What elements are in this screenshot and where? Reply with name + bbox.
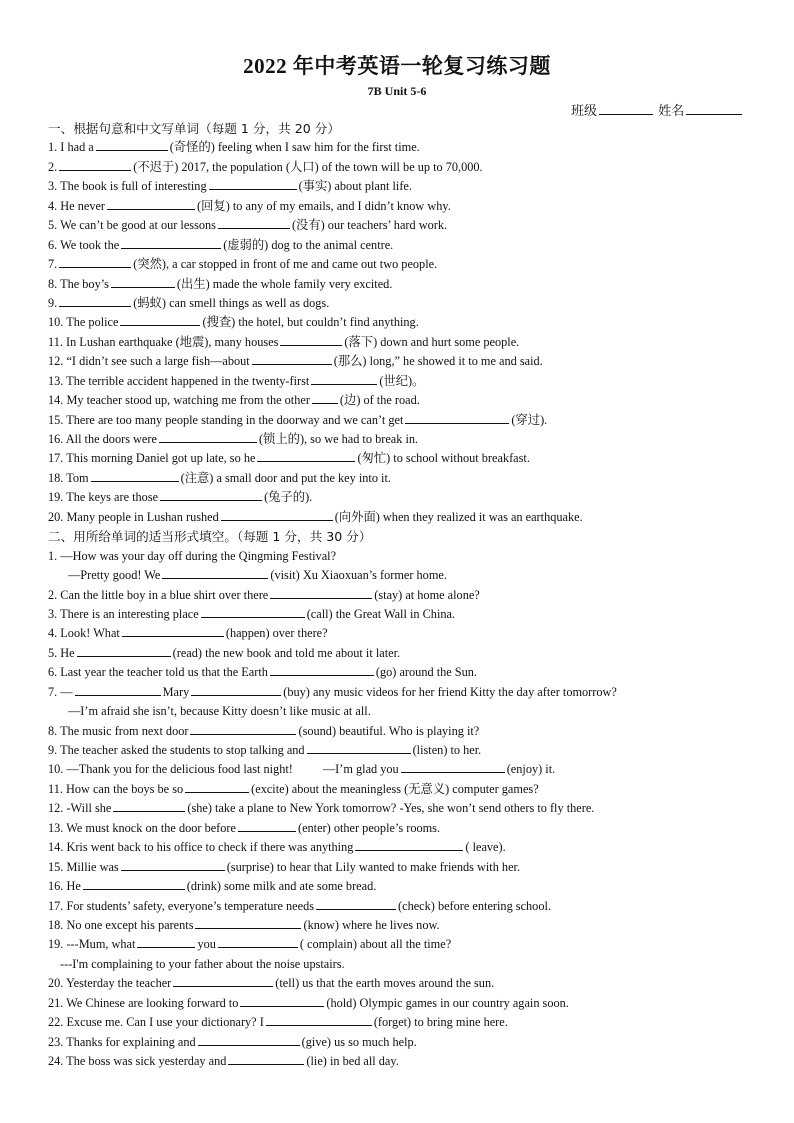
question-line: 10. —Thank you for the delicious food last night! —I’m glad you (enjoy) it. — [48, 762, 556, 777]
question-text: 3. The book is full of interesting — [48, 179, 207, 194]
answer-blank — [405, 411, 509, 424]
question-text: (不迟于) 2017, the population (人口) of the town will be up to 70,000. — [133, 159, 483, 174]
answer-blank — [311, 372, 377, 385]
question-text: (drink) some milk and ate some bread. — [186, 879, 377, 894]
class-name-fields — [571, 100, 744, 119]
class-label: 班级 — [571, 103, 598, 118]
question-text: (tell) us that the earth moves around the sun. — [275, 976, 495, 991]
question-line: —Pretty good! We (visit) Xu Xiaoxuan’s former home. — [68, 568, 447, 583]
question-text: 1. I had a — [48, 140, 94, 155]
question-text: 5. We can’t be good at our lessons — [48, 218, 216, 233]
question-line — [48, 994, 758, 1013]
question-text: 17. This morning Daniel got up late, so he — [48, 451, 256, 466]
question-line — [48, 1033, 758, 1052]
question-text: (向外面) when they realized it was an earthquake. — [334, 509, 583, 524]
question-line — [48, 333, 758, 352]
answer-blank — [121, 236, 221, 249]
question-line: 8. The music from next door (sound) beautiful. Who is playing it? — [48, 723, 480, 738]
question-line — [48, 974, 758, 993]
question-text: 9. — [48, 295, 58, 310]
page-title: 2022 年中考英语一轮复习练习题 — [243, 54, 551, 78]
answer-blank — [162, 566, 268, 579]
question-line — [48, 858, 758, 877]
answer-blank — [195, 916, 301, 929]
question-text: 3. There is an interesting place — [48, 606, 199, 621]
answer-blank — [137, 935, 195, 948]
question-line: 11. How can the boys be so (excite) about the meaningless (无意义) computer games? — [48, 781, 539, 796]
question-line — [48, 391, 758, 410]
question-line — [48, 838, 758, 857]
answer-blank — [77, 644, 171, 657]
question-text: (stay) at home alone? — [374, 587, 480, 602]
question-text: (那么) long,” he showed it to me and said. — [333, 354, 543, 369]
answer-blank — [201, 605, 305, 618]
answer-blank — [191, 683, 281, 696]
question-text: (搜查) the hotel, but couldn’t find anything. — [202, 315, 419, 330]
answer-blank — [190, 722, 296, 735]
question-line — [48, 158, 758, 177]
question-line: 19. ---Mum, what you ( complain) about all the time? — [48, 937, 452, 952]
question-line — [48, 236, 758, 255]
question-text: 4. He never — [48, 198, 106, 213]
question-line: —I’m afraid she isn’t, because Kitty doesn’t like music at all. — [68, 704, 371, 719]
answer-blank — [280, 333, 342, 346]
question-text: 12. “I didn’t see such a large fish—about — [48, 354, 250, 369]
answer-blank — [316, 897, 396, 910]
answer-blank — [113, 799, 185, 812]
question-text: 11. In Lushan earthquake (地震), many houses — [48, 334, 279, 349]
answer-blank — [218, 216, 290, 229]
question-text: 14. My teacher stood up, watching me from the other — [48, 393, 310, 408]
question-text: 7. — [48, 257, 58, 272]
question-text: (注意) a small door and put the key into it. — [180, 470, 391, 485]
question-line — [48, 294, 758, 313]
question-text: (回复) to any of my emails, and I didn’t know why. — [197, 198, 451, 213]
question-text: 20. Yesterday the teacher — [48, 976, 172, 991]
question-line — [48, 275, 758, 294]
question-text: (兔子的). — [264, 490, 313, 505]
question-line — [48, 508, 758, 527]
question-line — [48, 255, 758, 274]
answer-blank — [252, 352, 332, 365]
section-2-questions-c — [48, 974, 758, 1071]
question-text: (happen) over there? — [225, 626, 328, 641]
question-text: 13. The terrible accident happened in the twenty-first — [48, 373, 310, 388]
question-line — [48, 624, 758, 643]
question-line — [48, 449, 758, 468]
answer-blank — [159, 430, 257, 443]
question-text: (穿过). — [511, 412, 548, 427]
question-text: 17. For students’ safety, everyone’s temperature needs — [48, 898, 315, 913]
question-text: 2. Can the little boy in a blue shirt over there — [48, 587, 269, 602]
question-text: 2. — [48, 159, 58, 174]
question-text: 22. Excuse me. Can I use your dictionary? I — [48, 1015, 264, 1030]
answer-blank — [198, 1033, 300, 1046]
question-text: 23. Thanks for explaining and — [48, 1034, 196, 1049]
question-line — [48, 605, 758, 624]
question-text: 15. Millie was — [48, 859, 119, 874]
question-text: 19. The keys are those — [48, 490, 159, 505]
question-line — [48, 197, 758, 216]
question-text: 16. He — [48, 879, 81, 894]
question-line — [48, 430, 758, 449]
answer-blank — [270, 663, 374, 676]
answer-blank — [111, 275, 175, 288]
answer-blank — [238, 819, 296, 832]
question-text: (check) before entering school. — [398, 898, 551, 913]
question-text: 6. Last year the teacher told us that the Earth — [48, 665, 268, 680]
question-line — [48, 177, 758, 196]
answer-blank — [120, 313, 200, 326]
section-2-heading: 二、用所给单词的适当形式填空。（每题 1 分，共 30 分） — [48, 529, 372, 545]
answer-blank — [91, 469, 179, 482]
question-text: (forget) to bring mine here. — [373, 1015, 508, 1030]
question-line — [48, 916, 758, 935]
answer-blank — [59, 294, 131, 307]
question-text: 4. Look! What — [48, 626, 120, 641]
question-text: 10. The police — [48, 315, 119, 330]
question-text: (enter) other people’s rooms. — [297, 820, 441, 835]
answer-blank — [75, 683, 161, 696]
answer-blank — [185, 780, 249, 793]
question-text: 15. There are too many people standing in the doorway and we can’t get — [48, 412, 404, 427]
question-line — [48, 411, 758, 430]
answer-blank — [307, 741, 411, 754]
question-line — [48, 1013, 758, 1032]
name-blank — [686, 102, 742, 115]
answer-blank — [355, 838, 463, 851]
question-line — [48, 644, 758, 663]
question-text: 24. The boss was sick yesterday and — [48, 1054, 227, 1068]
question-line — [48, 372, 758, 391]
answer-blank — [122, 624, 224, 637]
question-text: (突然), a car stopped in front of me and came out two people. — [133, 257, 438, 272]
section-1-questions — [48, 138, 758, 527]
question-text: 14. Kris went back to his office to check if there was anything — [48, 840, 354, 855]
question-line: ---I'm complaining to your father about the noise upstairs. — [60, 956, 345, 971]
question-text: (奇怪的) feeling when I saw him for the first time. — [169, 140, 420, 155]
answer-blank — [59, 255, 131, 268]
answer-blank — [107, 197, 195, 210]
question-text: 13. We must knock on the door before — [48, 820, 236, 835]
question-text: (hold) Olympic games in our country again soon. — [326, 995, 569, 1010]
answer-blank — [257, 449, 355, 462]
answer-blank — [160, 488, 262, 501]
question-line: 1. —How was your day off during the Qingming Festival? — [48, 548, 337, 563]
section-2-questions-b — [48, 819, 758, 936]
question-text: 8. The boy’s — [48, 276, 109, 291]
question-text: (lie) in bed all day. — [306, 1054, 399, 1068]
answer-blank — [240, 994, 324, 1007]
question-text: (虚弱的) dog to the animal centre. — [223, 237, 394, 252]
question-text: (read) the new book and told me about it later. — [172, 645, 401, 660]
answer-blank — [83, 877, 185, 890]
question-line — [48, 1052, 758, 1071]
question-text: (事实) about plant life. — [298, 179, 412, 194]
question-text: (世纪)。 — [379, 373, 425, 388]
question-line: 7. — Mary (buy) any music videos for her friend Kitty the day after tomorrow? — [48, 684, 617, 699]
question-text: (know) where he lives now. — [303, 917, 440, 932]
question-text: (出生) made the whole family very excited. — [176, 276, 393, 291]
question-line — [48, 877, 758, 896]
question-text: (蚂蚁) can smell things as well as dogs. — [133, 295, 330, 310]
question-text: (give) us so much help. — [301, 1034, 417, 1049]
question-text: (锁上的), so we had to break in. — [258, 432, 419, 446]
question-line — [48, 663, 758, 682]
question-line: 9. The teacher asked the students to stop talking and (listen) to her. — [48, 743, 482, 757]
question-text: 6. We took the — [48, 237, 120, 252]
question-text: 21. We Chinese are looking forward to — [48, 995, 239, 1010]
section-1-heading: 一、根据句意和中文写单词（每题 1 分，共 20 分） — [48, 121, 340, 136]
question-text: ( leave). — [465, 840, 506, 855]
answer-blank — [209, 177, 297, 190]
question-line — [48, 819, 758, 838]
question-text: 18. No one except his parents — [48, 917, 194, 932]
answer-blank — [218, 935, 298, 948]
question-line — [48, 313, 758, 332]
class-blank — [599, 102, 653, 115]
question-text: (surprise) to hear that Lily wanted to make friends with her. — [226, 859, 521, 874]
worksheet-body — [48, 119, 758, 1071]
question-line — [48, 586, 758, 605]
question-text: (落下) down and hurt some people. — [344, 334, 520, 349]
question-line — [48, 138, 758, 157]
question-text: 16. All the doors were — [48, 432, 157, 446]
question-text: (没有) our teachers’ hard work. — [291, 218, 448, 233]
answer-blank — [121, 858, 225, 871]
question-text: 20. Many people in Lushan rushed — [48, 509, 219, 524]
question-line — [48, 897, 758, 916]
question-line — [48, 469, 758, 488]
question-line: 12. -Will she (she) take a plane to New York tomorrow? -Yes, she won’t send others to fly there. — [48, 801, 595, 816]
question-text: (匆忙) to school without breakfast. — [357, 451, 530, 466]
question-text: (call) the Great Wall in China. — [306, 606, 456, 621]
question-text: 5. He — [48, 645, 75, 660]
answer-blank — [59, 158, 131, 171]
answer-blank — [96, 138, 168, 151]
question-text: (go) around the Sun. — [375, 665, 477, 680]
question-text: 18. Tom — [48, 470, 89, 485]
answer-blank — [270, 586, 372, 599]
answer-blank — [401, 760, 505, 773]
answer-blank — [173, 974, 273, 987]
answer-blank — [221, 508, 333, 521]
question-line — [48, 488, 758, 507]
question-text: (边) of the road. — [339, 393, 420, 408]
answer-blank — [228, 1052, 304, 1065]
answer-blank — [266, 1013, 372, 1026]
question-line — [48, 352, 758, 371]
name-label: 姓名 — [658, 103, 685, 118]
question-line — [48, 216, 758, 235]
section-2-questions-a — [48, 586, 758, 683]
page-subtitle: 7B Unit 5-6 — [367, 84, 427, 98]
answer-blank — [312, 391, 338, 404]
